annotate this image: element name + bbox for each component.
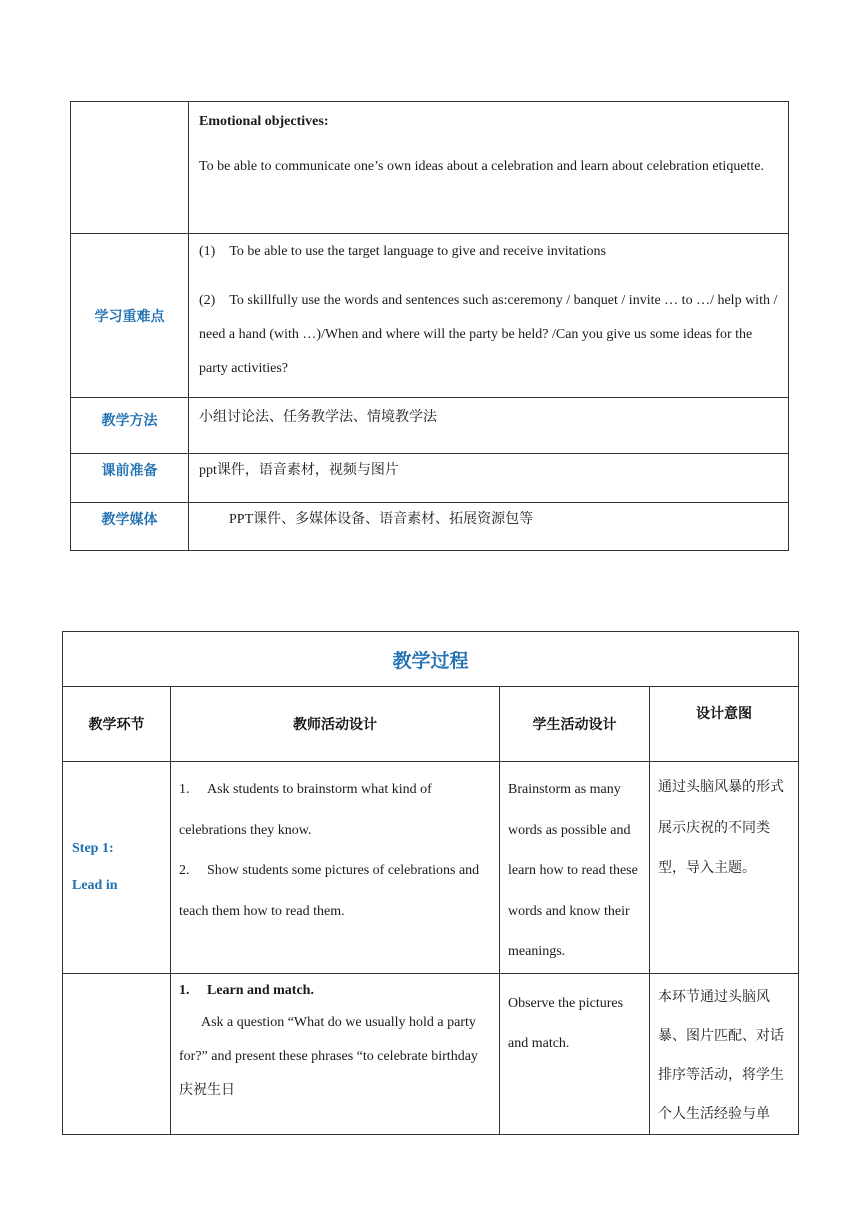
empty-label-cell: [71, 102, 189, 234]
emotional-objectives-text: To be able to communicate one’s own ideas about a celebration and learn about celebration etiquette.: [199, 159, 765, 174]
step2-student-cell: Observe the pictures and match.: [500, 973, 650, 1134]
header-design-intent: 设计意图: [650, 687, 799, 762]
preparation-label: 课前准备: [71, 454, 189, 503]
header-student-activity: 学生活动设计: [500, 687, 650, 762]
lesson-info-table: [70, 101, 789, 551]
methods-value: 小组讨论法、任务教学法、情境教学法: [189, 398, 789, 454]
media-value: PPT课件、多媒体设备、语音素材、拓展资源包等: [189, 503, 789, 551]
step1-label-line1: Step 1:: [72, 841, 114, 857]
step1-label-line2: Lead in: [72, 878, 118, 894]
step1-teacher-item-1: 1. Ask students to brainstorm what kind of celebrations they know.: [179, 782, 432, 838]
step1-teacher-cell: [171, 762, 500, 974]
key-points-label: 学习重难点: [71, 234, 189, 398]
step1-student-cell: Brainstorm as many words as possible and learn how to read these words and know their meanings.: [500, 762, 650, 974]
step2-intent-cell: 本环节通过头脑风暴、图片匹配、对话排序等活动，将学生个人生活经验与单: [650, 973, 799, 1134]
emotional-objectives-cell: [189, 102, 789, 234]
header-stage: 教学环节: [63, 687, 171, 762]
methods-label: 教学方法: [71, 398, 189, 454]
step1-intent-cell: 通过头脑风暴的形式展示庆祝的不同类型，导入主题。: [650, 762, 799, 974]
step1-label: [63, 762, 171, 974]
key-point-item-1: (1) To be able to use the target language to give and receive invitations: [199, 244, 606, 259]
step2-teacher-heading: 1. Learn and match.: [179, 982, 314, 998]
media-label: 教学媒体: [71, 503, 189, 551]
step2-teacher-cell: [171, 973, 500, 1134]
teaching-process-table: [62, 631, 799, 1135]
preparation-value: ppt课件，语音素材，视频与图片: [189, 454, 789, 503]
step1-teacher-item-2: 2. Show students some pictures of celebrations and teach them how to read them.: [179, 863, 480, 919]
key-point-item-2: (2) To skillfully use the words and sentences such as:ceremony / banquet / invite … to …/ help with / need a hand (with …)/When and where will the party be held? /Can you give us some ideas for the party activities?: [199, 293, 778, 376]
emotional-objectives-heading: Emotional objectives:: [199, 114, 329, 129]
header-teacher-activity: 教师活动设计: [171, 687, 500, 762]
process-title: 教学过程: [63, 632, 799, 687]
key-points-cell: [189, 234, 789, 398]
step2-label: [63, 973, 171, 1134]
step2-teacher-text: Ask a question “What do we usually hold a party for?” and present these phrases “to celebrate birthday庆祝生日: [179, 1014, 478, 1098]
